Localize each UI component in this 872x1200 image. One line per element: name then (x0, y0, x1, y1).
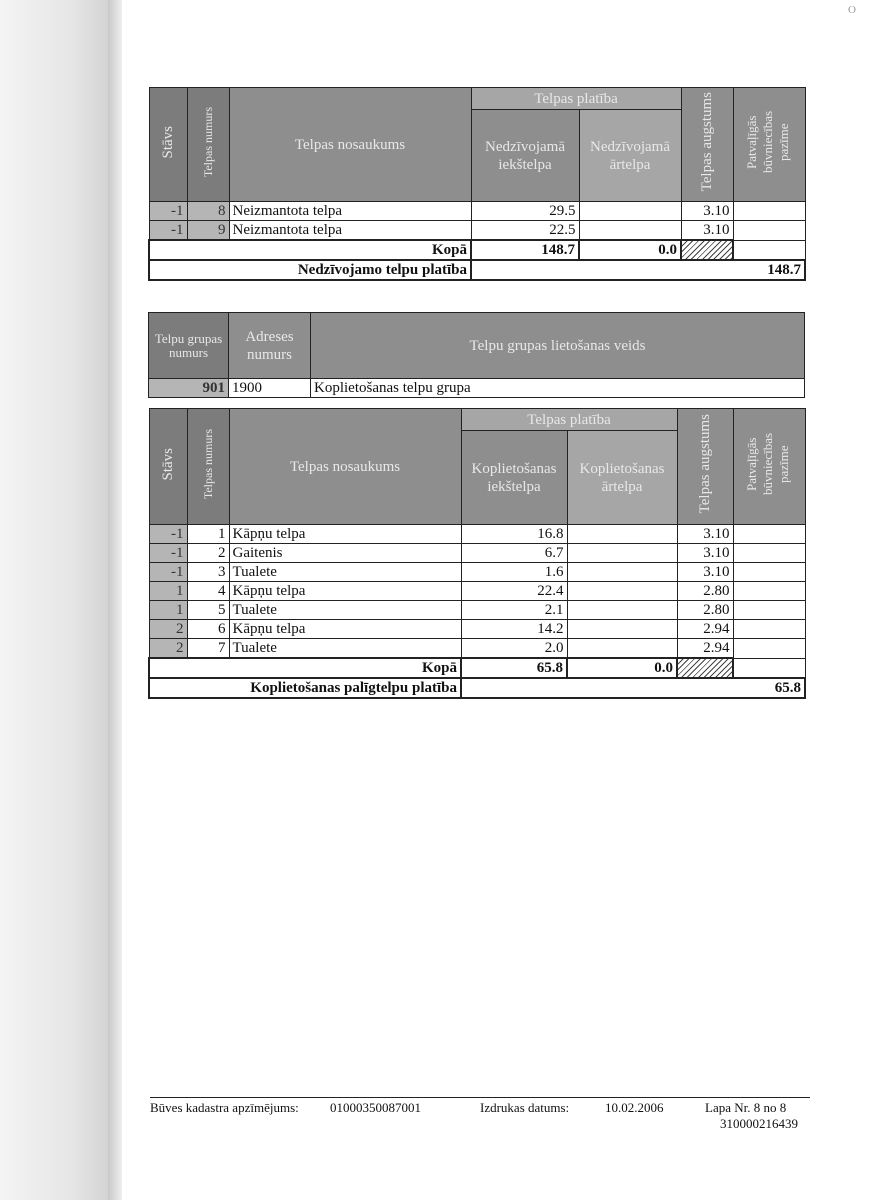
table-row (149, 639, 805, 659)
cell-stavs: 1 (149, 601, 187, 620)
cell-num: 6 (187, 620, 229, 639)
header-stavs: Stāvs (149, 409, 187, 525)
group-num: 901 (149, 379, 229, 398)
cell-num: 2 (187, 544, 229, 563)
izdrukas-label: Izdrukas datums: (480, 1100, 570, 1115)
scan-left-shadow (0, 0, 118, 1200)
cell-a: 2.1 (461, 601, 567, 620)
table-row (149, 601, 805, 620)
cell-a: 16.8 (461, 525, 567, 544)
header-col-b: Nedzīvojamā ārtelpa (579, 110, 681, 202)
shared-rooms-table (148, 408, 806, 699)
cell-num: 3 (187, 563, 229, 582)
cell-name: Tualete (229, 563, 461, 582)
cell-name: Tualete (229, 601, 461, 620)
cell-stavs: 2 (149, 639, 187, 659)
cell-name: Kāpņu telpa (229, 582, 461, 601)
cell-a: 29.5 (471, 202, 579, 221)
cell-a: 2.0 (461, 639, 567, 659)
cell-h: 2.80 (677, 601, 733, 620)
izdrukas-value: 10.02.2006 (605, 1100, 664, 1115)
cell-patv (733, 582, 805, 601)
table-row (149, 544, 805, 563)
cell-b (567, 601, 677, 620)
kadastra-label: Būves kadastra apzīmējums: (150, 1100, 299, 1115)
kopa-a: 148.7 (471, 240, 579, 260)
total-label: Koplietošanas palīgtelpu platība (149, 678, 461, 698)
page-footer (150, 1097, 810, 1131)
cell-patv (733, 601, 805, 620)
kopa-row (149, 658, 805, 678)
hatched-cell (681, 240, 733, 260)
table-row (149, 563, 805, 582)
scan-binding-edge (108, 0, 122, 1200)
cell-stavs: -1 (149, 563, 187, 582)
header-telpas-platiba: Telpas platība (471, 88, 681, 110)
group-veids: Koplietošanas telpu grupa (311, 379, 805, 398)
cell-stavs: 2 (149, 620, 187, 639)
cell-patv (733, 544, 805, 563)
total-row (149, 678, 805, 698)
cell-h: 3.10 (677, 563, 733, 582)
room-group-table (148, 312, 805, 398)
cell-h: 3.10 (681, 221, 733, 241)
header-telpas-nosaukums: Telpas nosaukums (229, 409, 461, 525)
cell-stavs: -1 (149, 525, 187, 544)
total-label: Nedzīvojamo telpu platība (149, 260, 471, 280)
header-group-num: Telpu grupas numurs (149, 313, 229, 379)
total-value: 65.8 (461, 678, 805, 698)
table-row (149, 582, 805, 601)
header-telpas-numurs: Telpas numurs (187, 88, 229, 202)
cell-name: Tualete (229, 639, 461, 659)
cell-patv (733, 202, 805, 221)
header-col-a: Nedzīvojamā iekštelpa (471, 110, 579, 202)
cell-num: 5 (187, 601, 229, 620)
cell-h: 3.10 (681, 202, 733, 221)
header-patvaligas: Patvaļīgās būvniecības pazīme (733, 88, 805, 202)
header-stavs: Stāvs (149, 88, 187, 202)
cell-name: Gaitenis (229, 544, 461, 563)
cell-patv (733, 639, 805, 659)
cell-name: Kāpņu telpa (229, 620, 461, 639)
cell-patv (733, 620, 805, 639)
cell-patv (733, 221, 805, 241)
cell-a: 14.2 (461, 620, 567, 639)
corner-mark: O (848, 4, 856, 16)
cell-patv (733, 563, 805, 582)
cell-a: 1.6 (461, 563, 567, 582)
cell-h: 2.80 (677, 582, 733, 601)
cell-num: 1 (187, 525, 229, 544)
cell-a: 6.7 (461, 544, 567, 563)
cell-patv (733, 525, 805, 544)
cell-num: 8 (187, 202, 229, 221)
cell-b (567, 544, 677, 563)
header-patvaligas: Patvaļīgās būvniecības pazīme (733, 409, 805, 525)
table-row (149, 202, 805, 221)
cell-stavs: 1 (149, 582, 187, 601)
header-telpas-numurs: Telpas numurs (187, 409, 229, 525)
header-telpas-platiba: Telpas platība (461, 409, 677, 431)
cell-a: 22.4 (461, 582, 567, 601)
cell-num: 4 (187, 582, 229, 601)
cell-num: 7 (187, 639, 229, 659)
cell-name: Kāpņu telpa (229, 525, 461, 544)
cell-name: Neizmantota telpa (229, 221, 471, 241)
cell-b (567, 620, 677, 639)
cell-b (579, 202, 681, 221)
empty-cell (733, 240, 805, 260)
cell-stavs: -1 (149, 202, 187, 221)
cell-name: Neizmantota telpa (229, 202, 471, 221)
kopa-row (149, 240, 805, 260)
group-code: 1900 (229, 379, 311, 398)
cell-b (579, 221, 681, 241)
header-col-a: Koplietošanas iekštelpa (461, 431, 567, 525)
document-number: 310000216439 (720, 1116, 798, 1131)
header-adreses-num: Adreses numurs (229, 313, 311, 379)
cell-b (567, 639, 677, 659)
cell-b (567, 582, 677, 601)
kopa-a: 65.8 (461, 658, 567, 678)
header-telpas-nosaukums: Telpas nosaukums (229, 88, 471, 202)
hatched-cell (677, 658, 733, 678)
kopa-label: Kopā (149, 658, 461, 678)
cell-h: 3.10 (677, 525, 733, 544)
cell-stavs: -1 (149, 544, 187, 563)
cell-h: 3.10 (677, 544, 733, 563)
cell-stavs: -1 (149, 221, 187, 241)
kadastra-value: 01000350087001 (330, 1100, 421, 1115)
cell-num: 9 (187, 221, 229, 241)
empty-cell (733, 658, 805, 678)
header-augstums: Telpas augstums (681, 88, 733, 202)
cell-b (567, 525, 677, 544)
kopa-b: 0.0 (567, 658, 677, 678)
nonresidential-rooms-table (148, 87, 806, 281)
header-col-b: Koplietošanas ārtelpa (567, 431, 677, 525)
table-row (149, 221, 805, 241)
table-row (149, 525, 805, 544)
total-value: 148.7 (471, 260, 805, 280)
cell-b (567, 563, 677, 582)
kopa-b: 0.0 (579, 240, 681, 260)
header-lietosanas-veids: Telpu grupas lietošanas veids (311, 313, 805, 379)
page-number: Lapa Nr. 8 no 8 (705, 1100, 787, 1115)
header-augstums: Telpas augstums (677, 409, 733, 525)
cell-h: 2.94 (677, 639, 733, 659)
kopa-label: Kopā (149, 240, 471, 260)
cell-a: 22.5 (471, 221, 579, 241)
table-row (149, 620, 805, 639)
cell-h: 2.94 (677, 620, 733, 639)
total-row (149, 260, 805, 280)
